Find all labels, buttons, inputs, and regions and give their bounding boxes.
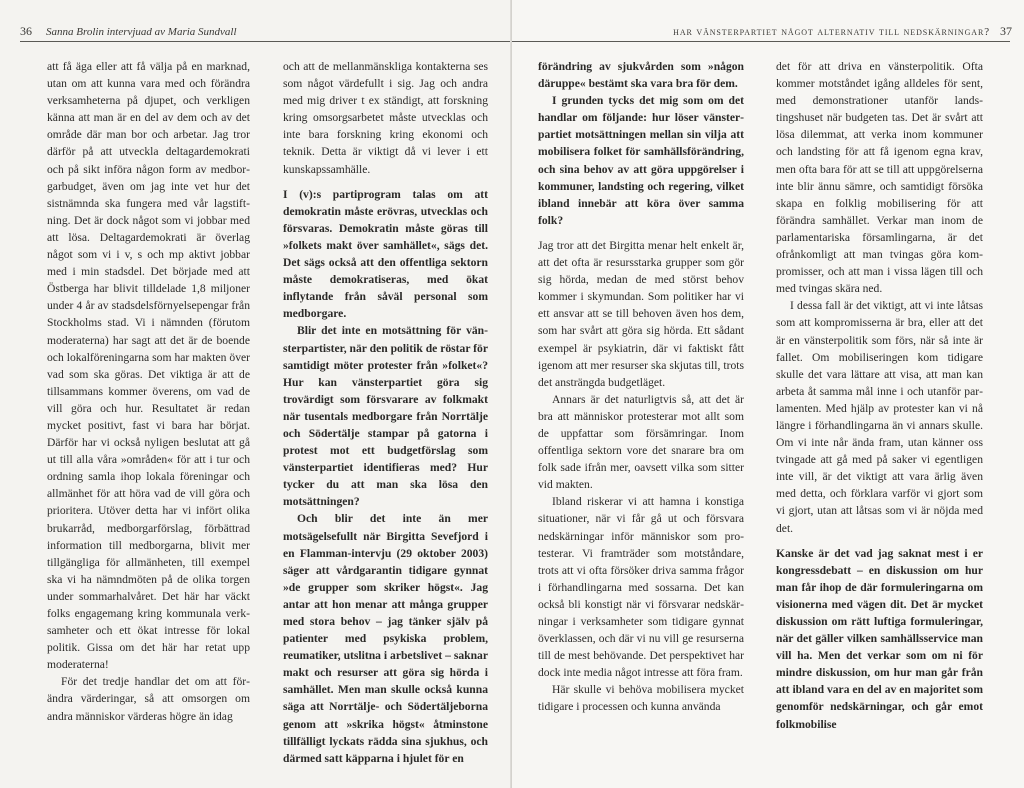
page-number-right: 37 (1000, 24, 1012, 38)
paragraph: Jag tror att det Birgitta menar helt enkelt är, att det ofta är resursstarka grupper som gör sig hörda, medan de med störst behov kommer i skymundan. Som politiker har vi ett ansvar att se till behoven även hos dem, som har svårt att göra sig hörda. Ett sådant exempel är psykiatrin, där vi faktiskt fått igenom att mer resurser ska skjutas till, trots det ansträngda budgetläget. (538, 238, 744, 389)
interview-question: I (v):s partiprogram talas om att demokratin måste erövras, utvecklas och försvaras. Demokratin måste göras till »folkets makt över samhället«, sägs det. Det sägs också att den offentliga sektorn måste demokratiseras, med ökat inflytande från såväl personal som medborgare. (283, 187, 488, 321)
running-head-title-left: Sanna Brolin intervjuad av Maria Sundvall (46, 26, 237, 38)
text-column-4 (776, 58, 983, 733)
right-page (512, 0, 1024, 788)
header-rule-left (20, 41, 512, 42)
running-head-title-right: har vänsterpartiet något alternativ till nedskärningar? (673, 26, 990, 38)
text-column-2 (283, 58, 488, 767)
text-column-1 (47, 58, 250, 725)
header-rule-right (512, 41, 1010, 42)
paragraph: Ibland riskerar vi att hamna i konstiga situationer, när vi får gå ut och försvara nedskärningar inför människor som protesterar. Vi framträder som motståndare, trots att vi ofta försöker driva samma frågor i förhandlingarna med sossarna. Det kan också bli konstigt när vi försvarar nedskärningar i verksamheter som tidigare gynnat överklassen, och där vi nu vill ge resurserna till de mest behövande. Det perspektivet har dock inte media något intresse att föra fram. (538, 495, 744, 680)
interview-question: Och blir det inte än mer motsägelsefullt när Birgitta Sevefjord i en Flamman-intervju (29 oktober 2003) säger att vårdgarantin tidigare gynnat »de grupper som skriker högst«. Jag antar att hon menar att många grupper med stora behov – jag tänker själv på patienter med psykiska problem, reumatiker, utslitna i arbetslivet – saknar makt och resurser att göra sig hörda i samhället. Men man skulle också kunna säga att Norrtälje- och Södertäljeborna genom att »skrika högst« åtminstone tillfälligt lyckats rädda sina sjukhus, och därmed satt käpparna i hjulet för en (283, 512, 488, 765)
running-head-right (673, 24, 1012, 39)
paragraph: Här skulle vi behöva mobilisera mycket tidigare i processen och kunna använda (538, 683, 744, 714)
paragraph: det för att driva en vänsterpolitik. Ofta kommer motståndet igång alldeles för sent, med demonstrationer utanför landstingshuset när budgeten tas. Det är svårt att lösa dilemmat, att verka inom kommuner och landsting för att få igenom egna krav, men ofta bara för att se till att uppgörelserna inte blir ännu sämre, och samtidigt försöka skapa en folklig mobilisering för att förändra samhället. Verkar man inom de parlamentariska församlingarna, är det ofrånkomligt att man tvingas göra kompromisser, och att man i vissa lägen till och med tvingas skära ned. (776, 60, 983, 296)
paragraph: I dessa fall är det viktigt, att vi inte låtsas som att kompromisserna är bra, eller att det är en vänsterpolitik som förs, när så inte är fallet. Om mobiliseringen kom tidigare skulle det vara lättare att visa, att man kan arbeta åt samma mål inne i och utanför parlamenten. Med hjälp av protester kan vi nå längre i förhandlingarna än vi annars skulle. Om vi inte når ända fram, utan känner oss tvingade att gå med på saker vi egentligen inte vill, är det viktigt att vara ärlig även med detta, och förklara varför vi gjort som vi gjort, utan att låtsas som vi är nöjda med det. (776, 299, 983, 535)
interview-question: förändring av sjukvården som »någon däruppe« bestämt ska vara bra för dem. (538, 60, 744, 91)
interview-question: I grunden tycks det mig som om det handlar om följande: hur löser vänsterpartiet motsättningen mellan sin vilja att mobilisera folket för samhällsförändring, och sina behov av att göra uppgörelser i kommuner, landsting och regering, vilket ibland innebär att köra över samma folk? (538, 94, 744, 227)
interview-question: Kanske är det vad jag saknat mest i er kongressdebatt – en diskussion om hur man får ihop de där formuleringarna om visionerna med vägen dit. Det är mycket diskussion om rätt luftiga formuleringar, när det gäller vilken samhällsservice man vill ha. Men det verkar som om ni för mindre diskussion, om hur man går från att ibland vara en del av en majoritet som genomför nedskärningar, och går emot folkmobilise (776, 546, 983, 731)
paragraph: att få äga eller att få välja på en marknad, utan om att kunna vara med och förändra verksamheterna på djupet, och verkligen känna att man är en del av dem och av det område där man bor och arbetar. Jag tror därför på att utveckla deltagardemokrati och på sikt införa någon form av medborgarbudget, även om jag inte vet hur det sistnämnda ska fungera med vår lagstiftning. Det är dock något som vi jobbar med att lösa. Deltagardemokrati är överlag något som vi i v, s och mp aktivt jobbar med i min stadsdel. Det började med att Östberga har blivit tilldelade 1,8 miljoner under 4 år av stadsdelsförnyelsepengar från Stockholms stad. Vi i nämnden (förutom moderaterna) har sagt att det är de boende och lokalföreningarna som har makten över vad som ska göras. Det viktiga är att de tillsammans kommer överens, om vad de vill göra och hur. Resultatet är redan mycket positivt, fast vi bara har börjat. Därför har vi också nyligen beslutat att gå ut till alla våra »områden« för att i tur och ordning samla ihop lokala föreningar och allmänhet för att höra vad de vill göra och prioritera. Utöver detta har vi infört olika brukarråd, medborgarförslag, förbättrad information till medborgarna, blivit mer tillgängliga för allmänheten, till exempel ska vi ha nämndmöten på de olika torgen under sommarhalvåret. Det här har väckt folks engagemang kring kommunala verksamheter och ett ökat intresse för lokal politik. Gissa om det här har retat upp moderaterna! (47, 60, 250, 672)
interview-question: Blir det inte en motsättning för vänsterpartister, när den politik de röstar för samtidigt möter protester från »folket«? Hur kan vänsterpartiet göra sig trovärdigt som försvarare av folkmakt när tusentals medborgare från Norrtälje och Södertälje stampar på gatorna i protest mot ett budgetförslag som vänsterpartiet identifieras med? Hur tycker du att man ska lösa den motsättningen? (283, 324, 488, 509)
paragraph: För det tredje handlar det om att förändra värderingar, så att omsorgen om andra människor värderas högre än idag (47, 675, 250, 723)
paragraph: och att de mellanmänskliga kontakterna ses som något värdefullt i sig. Jag och andra med mig driver t ex ständigt, att forskning kring omsorgsarbetet måste utvecklas och inte bara forskning kring ekonomi och teknik. Detta är viktigt då vi lever i ett kunskapssamhälle. (283, 60, 488, 176)
running-head-left (20, 24, 237, 39)
text-column-3 (538, 58, 744, 716)
page-number-left: 36 (20, 24, 32, 38)
paragraph: Annars är det naturligtvis så, att det är bra att människor protesterar mot allt som de uppfattar som försämringar. Inom offentliga sektorn vore det snarare bra om folk sade ifrån mer, oavsett vilka som sitter vid makten. (538, 392, 744, 492)
